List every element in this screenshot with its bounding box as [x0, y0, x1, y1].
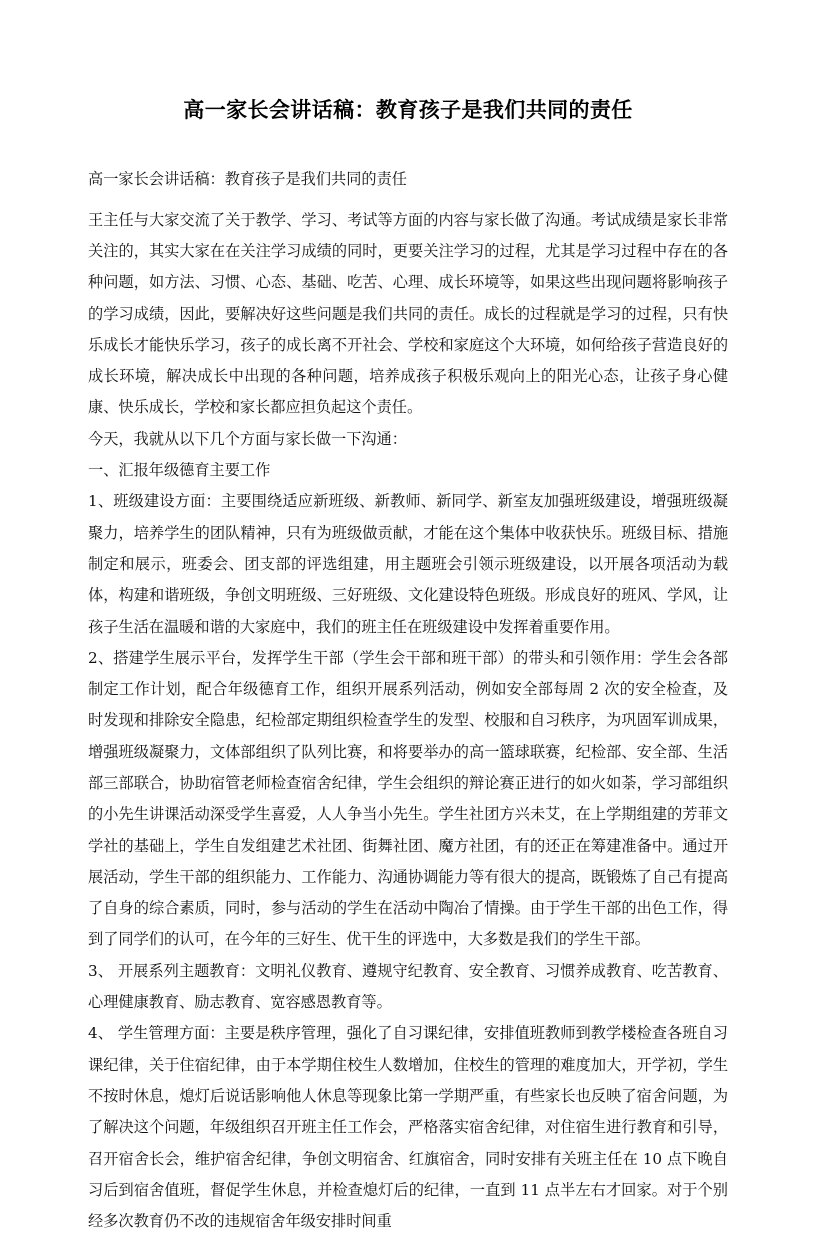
list-item-2: 2、搭建学生展示平台，发挥学生干部（学生会干部和班干部）的带头和引领作用：学生会各部制定工作计划，配合年级德育工作，组织开展系列活动，例如安全部每周 2 次的安全检查，及时发现和排除安全隐患，纪检部定期组织检查学生的发型、校服和自习秩序，为巩固军训成果，增强班级凝聚力，文体部组织了队列比赛，和将要举办的高一篮球联赛，纪检部、安全部、生活部三部联合，协助宿管老师检查宿舍纪律，学生会组织的辩论赛正进行的如火如荼，学习部组织的小先生讲课活动深受学生喜爱，人人争当小先生。学生社团方兴未艾，在上学期组建的芳菲文学社的基础上，学生自发组建艺术社团、街舞社团、魔方社团，有的还正在筹建准备中。通过开展活动，学生干部的组织能力、工作能力、沟通协调能力等有很大的提高，既锻炼了自己有提高了自身的综合素质，同时，参与活动的学生在活动中陶冶了情操。由于学生干部的出色工作，得到了同学们的认可，在今年的三好生、优干生的评选中，大多数是我们的学生干部。: [88, 648, 728, 949]
document-subtitle: 高一家长会讲话稿：教育孩子是我们共同的责任: [88, 170, 407, 189]
list-item-3: 3、 开展系列主题教育：文明礼仪教育、遵规守纪教育、安全教育、习惯养成教育、吃苦教育、心理健康教育、励志教育、宽容感恩教育等。: [88, 961, 728, 1012]
paragraph-intro: 王主任与大家交流了关于教学、学习、考试等方面的内容与家长做了沟通。考试成绩是家长非常关注的，其实大家在在关注学习成绩的同时，更要关注学习的过程，尤其是学习过程中存在的各种问题，如方法、习惯、心态、基础、吃苦、心理、成长环境等，如果这些出现问题将影响孩子的学习成绩，因此，要解决好这些问题是我们共同的责任。成长的过程就是学习的过程，只有快乐成长才能快乐学习，孩子的成长离不开社会、学校和家庭这个大环境，如何给孩子营造良好的成长环境，解决成长中出现的各种问题，培养成孩子积极乐观向上的阳光心态，让孩子身心健康、快乐成长，学校和家长都应担负起这个责任。: [88, 210, 728, 417]
list-item-4: 4、 学生管理方面：主要是秩序管理，强化了自习课纪律，安排值班教师到教学楼检查各班自习课纪律，关于住宿纪律，由于本学期住校生人数增加，住校生的管理的难度加大，开学初，学生不按时休息，熄灯后说话影响他人休息等现象比第一学期严重，有些家长也反映了宿舍问题，为了解决这个问题，年级组织召开班主任工作会，严格落实宿舍纪律，对住宿生进行教育和引导，召开宿舍长会，维护宿舍纪律，争创文明宿舍、红旗宿舍，同时安排有关班主任在 10 点下晚自习后到宿舍值班，督促学生休息，并检查熄灯后的纪律，一直到 11 点半左右才回家。对于个别经多次教育仍不改的违规宿舍年级安排时间重: [88, 1024, 728, 1231]
subtitle-spacer: [88, 196, 728, 205]
page-title: 高一家长会讲话稿：教育孩子是我们共同的责任: [183, 97, 633, 122]
title-spacer: [88, 124, 728, 164]
section-heading-one: 一、汇报年级德育主要工作: [88, 461, 271, 480]
paragraph-transition: 今天，我就从以下几个方面与家长做一下沟通：: [88, 429, 407, 448]
document-content: [88, 0, 728, 1237]
list-item-1: 1、班级建设方面：主要围绕适应新班级、新教师、新同学、新室友加强班级建设，增强班级凝聚力，培养学生的团队精神，只有为班级做贡献，才能在这个集体中收获快乐。班级目标、措施制定和展示，班委会、团支部的评选组建，用主题班会引领示班级建设，以开展各项活动为载体，构建和谐班级，争创文明班级、三好班级、文化建设特色班级。形成良好的班风、学风，让孩子生活在温暖和谐的大家庭中，我们的班主任在班级建设中发挥着重要作用。: [88, 492, 728, 636]
body-block: [88, 205, 728, 1237]
